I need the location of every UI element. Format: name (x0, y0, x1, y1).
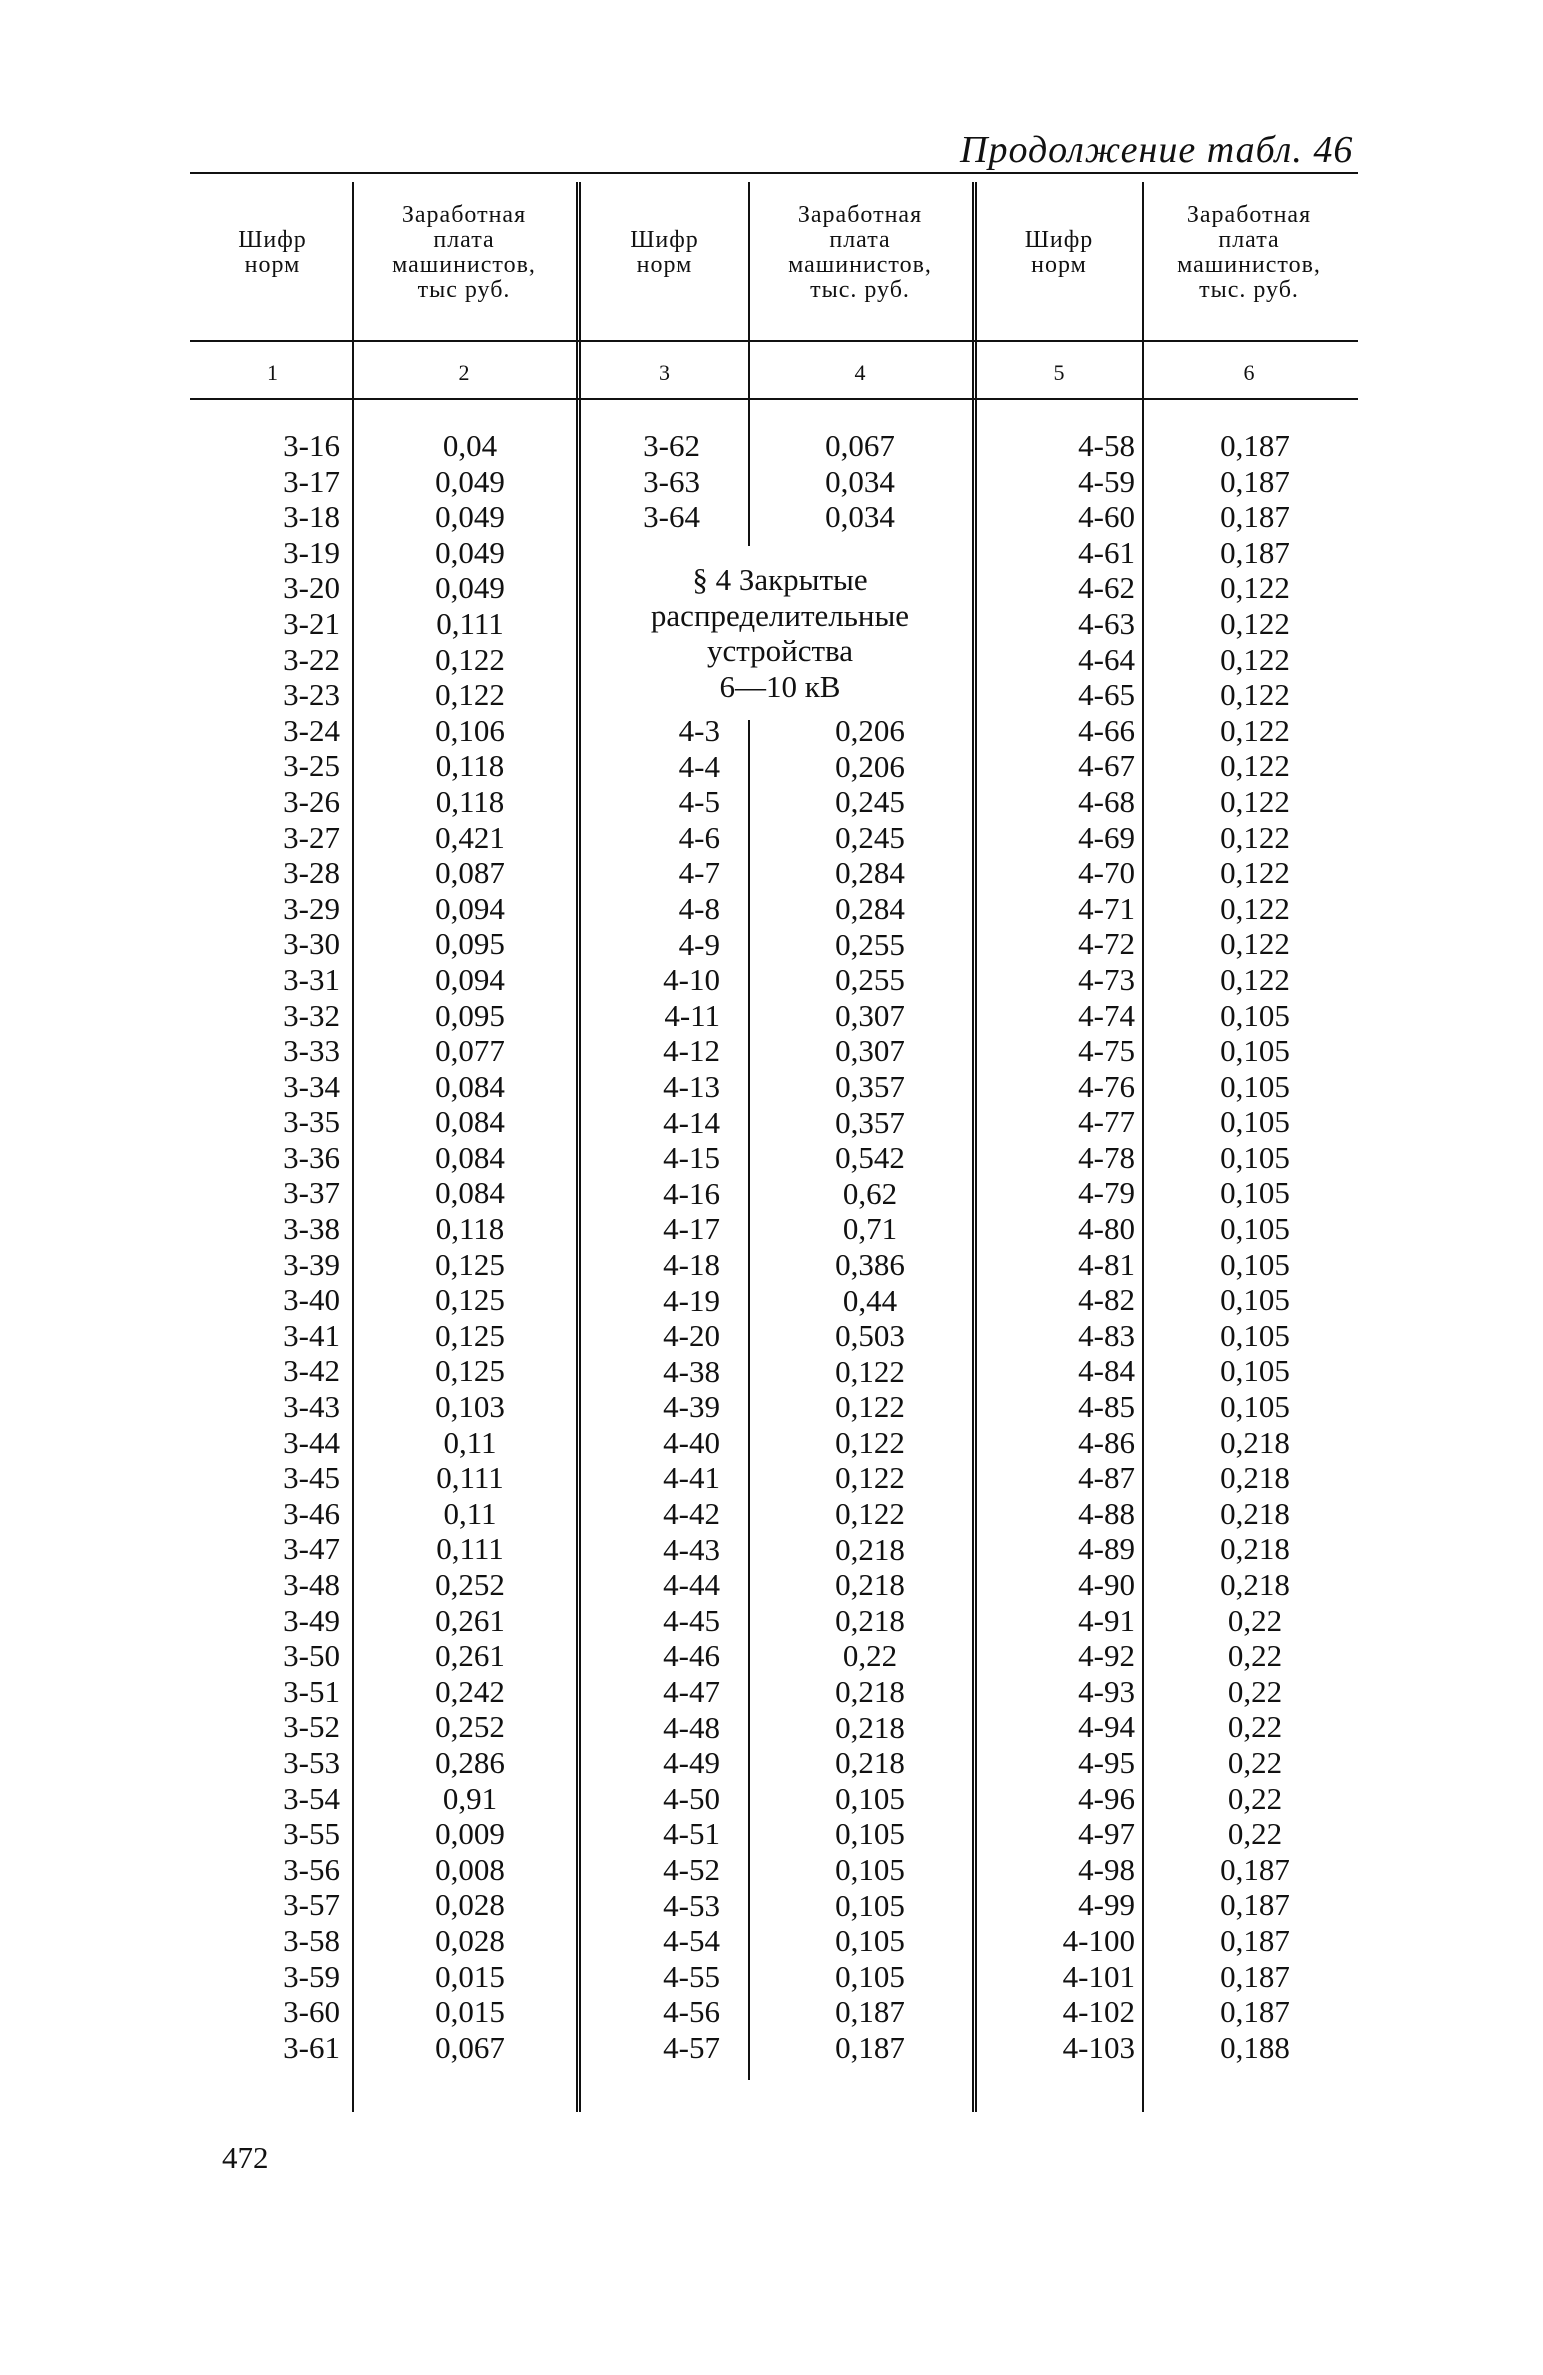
value-cell: 0,111 (436, 1460, 504, 1496)
code-cell: 4-65 (1078, 677, 1135, 713)
code-cell: 4-93 (1078, 1673, 1135, 1709)
value-cell: 0,122 (835, 1496, 905, 1532)
value-cell: 0,188 (1220, 2029, 1290, 2065)
value-cell: 0,015 (435, 1994, 505, 2030)
value-cell: 0,094 (435, 890, 505, 926)
value-cell: 0,084 (435, 1104, 505, 1140)
code-cell: 4-94 (1078, 1709, 1135, 1745)
code-cell: 4-59 (1078, 463, 1135, 499)
value-cell: 0,187 (835, 2029, 905, 2065)
code-cell: 3-23 (283, 677, 340, 713)
value-cell: 0,008 (435, 1851, 505, 1887)
code-cell: 3-55 (283, 1816, 340, 1852)
code-cell: 4-6 (678, 819, 720, 855)
vline-3b (748, 720, 750, 2080)
code-cell: 3-43 (283, 1389, 340, 1425)
code-cell: 3-16 (283, 428, 340, 463)
colnum-4: 4 (854, 360, 866, 385)
column-6-values (1160, 428, 1350, 2065)
vline-5 (1142, 182, 1144, 2112)
value-cell: 0,118 (435, 783, 505, 819)
code-cell: 4-10 (663, 962, 720, 998)
value-cell: 0,187 (1220, 1922, 1290, 1958)
code-cell: 4-89 (1078, 1531, 1135, 1567)
code-cell: 4-92 (1078, 1638, 1135, 1674)
code-cell: 4-5 (678, 784, 720, 820)
code-cell: 4-16 (663, 1175, 720, 1211)
code-cell: 3-58 (283, 1922, 340, 1958)
code-cell: 3-48 (283, 1567, 340, 1602)
value-cell: 0,187 (1220, 499, 1290, 535)
code-cell: 3-36 (283, 1139, 340, 1175)
column-5-codes (985, 428, 1135, 2065)
value-cell: 0,22 (1227, 1673, 1283, 1709)
code-cell: 4-101 (1062, 1958, 1135, 1994)
value-cell: 0,11 (443, 1495, 497, 1531)
value-cell: 0,049 (435, 499, 505, 535)
code-cell: 4-64 (1078, 641, 1135, 677)
code-cell: 3-37 (283, 1175, 340, 1211)
value-cell: 0,122 (1220, 926, 1290, 962)
value-cell: 0,252 (435, 1709, 505, 1745)
code-cell: 4-53 (663, 1887, 720, 1923)
value-cell: 0,009 (435, 1816, 505, 1852)
value-cell: 0,094 (435, 961, 505, 997)
code-cell: 3-21 (283, 605, 340, 641)
value-cell: 0,118 (435, 748, 505, 784)
value-cell: 0,125 (435, 1353, 505, 1389)
code-cell: 4-18 (663, 1246, 720, 1282)
code-cell: 4-61 (1078, 534, 1135, 570)
column-3-codes-top (590, 428, 700, 535)
value-cell: 0,187 (835, 1994, 905, 2030)
value-cell: 0,034 (825, 463, 895, 499)
column-2-values (370, 428, 570, 2065)
value-cell: 0,187 (1220, 1994, 1290, 2030)
code-cell: 3-49 (283, 1602, 340, 1638)
code-cell: 4-102 (1062, 1994, 1135, 2030)
value-cell: 0,105 (1220, 1211, 1290, 1247)
value-cell: 0,122 (435, 677, 505, 713)
code-cell: 4-46 (663, 1638, 720, 1674)
code-cell: 3-63 (643, 463, 700, 499)
value-cell: 0,084 (435, 1175, 505, 1211)
code-cell: 3-35 (283, 1104, 340, 1140)
value-cell: 0,218 (835, 1709, 905, 1745)
value-cell: 0,111 (436, 1531, 504, 1567)
page-number: 472 (222, 2140, 269, 2175)
code-cell: 4-100 (1062, 1922, 1135, 1958)
value-cell: 0,111 (436, 605, 504, 641)
code-cell: 4-50 (663, 1780, 720, 1816)
code-cell: 3-50 (283, 1638, 340, 1674)
code-cell: 4-77 (1078, 1104, 1135, 1140)
column-4-values-bottom (770, 713, 970, 2066)
code-cell: 4-88 (1078, 1495, 1135, 1531)
value-cell: 0,62 (842, 1175, 898, 1211)
code-cell: 4-43 (663, 1531, 720, 1567)
value-cell: 0,284 (835, 890, 905, 926)
value-cell: 0,357 (835, 1104, 905, 1140)
code-cell: 3-28 (283, 855, 340, 891)
code-cell: 4-15 (663, 1140, 720, 1176)
code-cell: 4-39 (663, 1389, 720, 1425)
code-cell: 4-56 (663, 1994, 720, 2030)
code-cell: 4-45 (663, 1602, 720, 1638)
header-col2: Заработная плата машинистов, тыс руб. (392, 202, 536, 303)
value-cell: 0,105 (1220, 1353, 1290, 1389)
value-cell: 0,252 (435, 1567, 505, 1602)
value-cell: 0,218 (835, 1531, 905, 1567)
code-cell: 4-13 (663, 1068, 720, 1104)
code-cell: 4-72 (1078, 926, 1135, 962)
value-cell: 0,218 (835, 1567, 905, 1603)
value-cell: 0,095 (435, 997, 505, 1033)
code-cell: 4-12 (663, 1033, 720, 1069)
code-cell: 4-97 (1078, 1816, 1135, 1852)
value-cell: 0,105 (835, 1887, 905, 1923)
value-cell: 0,91 (442, 1780, 498, 1816)
colnum-6: 6 (1243, 360, 1255, 385)
code-cell: 4-80 (1078, 1211, 1135, 1247)
value-cell: 0,105 (835, 1852, 905, 1887)
value-cell: 0,122 (1220, 890, 1290, 926)
code-cell: 3-44 (283, 1424, 340, 1460)
value-cell: 0,206 (835, 748, 905, 784)
code-cell: 4-98 (1078, 1851, 1135, 1887)
column-4-values-top (760, 428, 960, 535)
value-cell: 0,122 (835, 1353, 905, 1389)
section-title: § 4 Закрытые распределительные устройства 6—10 кВ (650, 562, 910, 704)
value-cell: 0,122 (1220, 855, 1290, 891)
value-cell: 0,122 (1220, 961, 1290, 997)
code-cell: 4-11 (664, 997, 720, 1033)
value-cell: 0,105 (835, 1923, 905, 1959)
code-cell: 4-14 (663, 1104, 720, 1140)
colnum-3: 3 (659, 360, 670, 385)
value-cell: 0,095 (435, 926, 505, 962)
code-cell: 3-38 (283, 1211, 340, 1247)
value-cell: 0,187 (1220, 1851, 1290, 1887)
column-3-codes-bottom (590, 713, 720, 2066)
value-cell: 0,122 (835, 1424, 905, 1460)
vline-4 (972, 182, 977, 2112)
code-cell: 4-96 (1078, 1780, 1135, 1816)
code-cell: 4-75 (1078, 1033, 1135, 1069)
code-cell: 3-30 (283, 926, 340, 962)
code-cell: 3-29 (283, 890, 340, 926)
code-cell: 3-39 (283, 1246, 340, 1282)
code-cell: 3-31 (283, 961, 340, 997)
value-cell: 0,187 (1220, 428, 1290, 463)
code-cell: 4-52 (663, 1852, 720, 1887)
value-cell: 0,105 (1220, 1175, 1290, 1211)
value-cell: 0,286 (435, 1744, 505, 1780)
code-cell: 4-87 (1078, 1460, 1135, 1496)
code-cell: 4-38 (663, 1353, 720, 1389)
value-cell: 0,105 (1220, 1317, 1290, 1353)
value-cell: 0,218 (835, 1745, 905, 1781)
code-cell: 3-59 (283, 1958, 340, 1994)
vline-1 (352, 182, 354, 2112)
value-cell: 0,122 (1220, 570, 1290, 606)
code-cell: 4-60 (1078, 499, 1135, 535)
code-cell: 4-67 (1078, 748, 1135, 784)
code-cell: 3-53 (283, 1744, 340, 1780)
value-cell: 0,105 (835, 1958, 905, 1994)
code-cell: 3-33 (283, 1033, 340, 1069)
code-cell: 3-45 (283, 1460, 340, 1496)
value-cell: 0,105 (1220, 1246, 1290, 1282)
value-cell: 0,122 (1220, 748, 1290, 784)
code-cell: 4-58 (1078, 428, 1135, 463)
code-cell: 3-22 (283, 641, 340, 677)
value-cell: 0,218 (835, 1602, 905, 1638)
code-cell: 4-103 (1062, 2029, 1135, 2065)
code-cell: 4-63 (1078, 605, 1135, 641)
code-cell: 3-27 (283, 819, 340, 855)
code-cell: 4-76 (1078, 1068, 1135, 1104)
value-cell: 0,284 (835, 855, 905, 891)
code-cell: 4-95 (1078, 1744, 1135, 1780)
code-cell: 4-54 (663, 1923, 720, 1959)
value-cell: 0,11 (443, 1424, 497, 1460)
value-cell: 0,255 (835, 926, 905, 962)
value-cell: 0,034 (825, 499, 895, 535)
value-cell: 0,105 (835, 1816, 905, 1852)
code-cell: 4-66 (1078, 712, 1135, 748)
value-cell: 0,218 (1220, 1495, 1290, 1531)
value-cell: 0,421 (435, 819, 505, 855)
code-cell: 4-71 (1078, 890, 1135, 926)
code-cell: 3-61 (283, 2029, 340, 2065)
value-cell: 0,103 (435, 1389, 505, 1425)
value-cell: 0,105 (1220, 1104, 1290, 1140)
colnum-1: 1 (267, 360, 278, 385)
value-cell: 0,122 (435, 641, 505, 677)
code-cell: 3-56 (283, 1851, 340, 1887)
code-cell: 3-19 (283, 534, 340, 570)
value-cell: 0,067 (825, 428, 895, 463)
code-cell: 4-47 (663, 1674, 720, 1710)
code-cell: 4-8 (678, 890, 720, 926)
value-cell: 0,067 (435, 2029, 505, 2065)
code-cell: 3-34 (283, 1068, 340, 1104)
value-cell: 0,084 (435, 1139, 505, 1175)
code-cell: 4-83 (1078, 1317, 1135, 1353)
code-cell: 4-41 (663, 1460, 720, 1496)
value-cell: 0,542 (835, 1140, 905, 1176)
code-cell: 4-9 (678, 926, 720, 962)
value-cell: 0,245 (835, 784, 905, 820)
value-cell: 0,22 (842, 1638, 898, 1674)
value-cell: 0,105 (835, 1780, 905, 1816)
value-cell: 0,122 (1220, 783, 1290, 819)
code-cell: 4-74 (1078, 997, 1135, 1033)
code-cell: 4-7 (678, 855, 720, 891)
code-cell: 3-18 (283, 499, 340, 535)
header-col3: Шифр норм (630, 227, 699, 278)
value-cell: 0,206 (835, 713, 905, 748)
code-cell: 4-55 (663, 1958, 720, 1994)
code-cell: 4-69 (1078, 819, 1135, 855)
value-cell: 0,105 (1220, 1389, 1290, 1425)
code-cell: 4-4 (678, 748, 720, 784)
code-cell: 3-51 (283, 1673, 340, 1709)
table-caption: Продолжение табл. 46 (960, 129, 1354, 171)
code-cell: 4-81 (1078, 1246, 1135, 1282)
value-cell: 0,261 (435, 1638, 505, 1674)
code-cell: 3-26 (283, 783, 340, 819)
code-cell: 4-68 (1078, 783, 1135, 819)
value-cell: 0,122 (835, 1389, 905, 1425)
value-cell: 0,218 (1220, 1531, 1290, 1567)
code-cell: 4-85 (1078, 1389, 1135, 1425)
code-cell: 3-46 (283, 1495, 340, 1531)
value-cell: 0,242 (435, 1673, 505, 1709)
value-cell: 0,22 (1227, 1709, 1283, 1745)
code-cell: 4-73 (1078, 961, 1135, 997)
value-cell: 0,122 (835, 1460, 905, 1496)
value-cell: 0,105 (1220, 1068, 1290, 1104)
code-cell: 4-99 (1078, 1887, 1135, 1923)
header-col5: Шифр норм (1024, 227, 1094, 278)
value-cell: 0,125 (435, 1317, 505, 1353)
code-cell: 4-79 (1078, 1175, 1135, 1211)
value-cell: 0,307 (835, 997, 905, 1033)
value-cell: 0,049 (435, 534, 505, 570)
value-cell: 0,307 (835, 1033, 905, 1069)
value-cell: 0,125 (435, 1246, 505, 1282)
value-cell: 0,122 (1220, 677, 1290, 713)
rule-numbers-bottom (190, 398, 1358, 400)
code-cell: 4-90 (1078, 1567, 1135, 1602)
code-cell: 4-70 (1078, 855, 1135, 891)
vline-2 (576, 182, 581, 2112)
column-1-codes (190, 428, 340, 2065)
value-cell: 0,503 (835, 1318, 905, 1354)
code-cell: 4-49 (663, 1745, 720, 1781)
colnum-2: 2 (458, 360, 470, 385)
code-cell: 3-64 (643, 499, 700, 535)
code-cell: 4-44 (663, 1567, 720, 1603)
value-cell: 0,218 (1220, 1567, 1290, 1602)
colnum-5: 5 (1053, 360, 1065, 385)
code-cell: 4-91 (1078, 1602, 1135, 1638)
header-col4: Заработная плата машинистов, тыс. руб. (788, 202, 932, 303)
code-cell: 4-20 (663, 1318, 720, 1354)
header-col6: Заработная плата машинистов, тыс. руб. (1177, 202, 1321, 303)
code-cell: 3-54 (283, 1780, 340, 1816)
value-cell: 0,187 (1220, 463, 1290, 499)
code-cell: 4-57 (663, 2029, 720, 2065)
value-cell: 0,087 (435, 855, 505, 891)
value-cell: 0,22 (1227, 1780, 1283, 1816)
value-cell: 0,04 (442, 428, 498, 463)
value-cell: 0,22 (1227, 1638, 1283, 1674)
code-cell: 4-86 (1078, 1424, 1135, 1460)
code-cell: 3-42 (283, 1353, 340, 1389)
code-cell: 4-42 (663, 1496, 720, 1532)
value-cell: 0,218 (835, 1674, 905, 1710)
value-cell: 0,187 (1220, 1887, 1290, 1923)
value-cell: 0,084 (435, 1068, 505, 1104)
value-cell: 0,049 (435, 570, 505, 606)
rule-header-bottom (190, 340, 1358, 342)
value-cell: 0,105 (1220, 1282, 1290, 1318)
value-cell: 0,187 (1220, 534, 1290, 570)
value-cell: 0,261 (435, 1602, 505, 1638)
code-cell: 3-57 (283, 1887, 340, 1923)
code-cell: 3-17 (283, 463, 340, 499)
value-cell: 0,122 (1220, 641, 1290, 677)
value-cell: 0,028 (435, 1887, 505, 1923)
value-cell: 0,71 (842, 1211, 898, 1247)
code-cell: 4-19 (663, 1282, 720, 1318)
code-cell: 3-32 (283, 997, 340, 1033)
value-cell: 0,105 (1220, 1139, 1290, 1175)
value-cell: 0,028 (435, 1922, 505, 1958)
rule-top (190, 172, 1358, 174)
code-cell: 3-24 (283, 712, 340, 748)
header-col1: Шифр норм (238, 227, 307, 278)
value-cell: 0,118 (435, 1211, 505, 1247)
value-cell: 0,077 (435, 1033, 505, 1069)
code-cell: 4-82 (1078, 1282, 1135, 1318)
value-cell: 0,122 (1220, 605, 1290, 641)
value-cell: 0,105 (1220, 1033, 1290, 1069)
code-cell: 4-51 (663, 1816, 720, 1852)
code-cell: 3-47 (283, 1531, 340, 1567)
value-cell: 0,22 (1227, 1602, 1283, 1638)
code-cell: 3-62 (643, 428, 700, 463)
value-cell: 0,187 (1220, 1958, 1290, 1994)
value-cell: 0,106 (435, 712, 505, 748)
code-cell: 3-60 (283, 1994, 340, 2030)
code-cell: 4-48 (663, 1709, 720, 1745)
value-cell: 0,015 (435, 1958, 505, 1994)
code-cell: 4-3 (678, 713, 720, 748)
value-cell: 0,105 (1220, 997, 1290, 1033)
value-cell: 0,357 (835, 1068, 905, 1104)
code-cell: 3-25 (283, 748, 340, 784)
value-cell: 0,122 (1220, 712, 1290, 748)
code-cell: 4-17 (663, 1211, 720, 1247)
value-cell: 0,049 (435, 463, 505, 499)
code-cell: 3-40 (283, 1282, 340, 1318)
code-cell: 4-84 (1078, 1353, 1135, 1389)
value-cell: 0,255 (835, 962, 905, 998)
value-cell: 0,22 (1227, 1816, 1283, 1852)
value-cell: 0,245 (835, 819, 905, 855)
value-cell: 0,218 (1220, 1424, 1290, 1460)
value-cell: 0,22 (1227, 1744, 1283, 1780)
code-cell: 4-62 (1078, 570, 1135, 606)
value-cell: 0,218 (1220, 1460, 1290, 1496)
code-cell: 3-41 (283, 1317, 340, 1353)
value-cell: 0,44 (842, 1282, 898, 1318)
code-cell: 3-20 (283, 570, 340, 606)
value-cell: 0,122 (1220, 819, 1290, 855)
code-cell: 4-78 (1078, 1139, 1135, 1175)
value-cell: 0,386 (835, 1246, 905, 1282)
value-cell: 0,125 (435, 1282, 505, 1318)
code-cell: 4-40 (663, 1424, 720, 1460)
code-cell: 3-52 (283, 1709, 340, 1745)
